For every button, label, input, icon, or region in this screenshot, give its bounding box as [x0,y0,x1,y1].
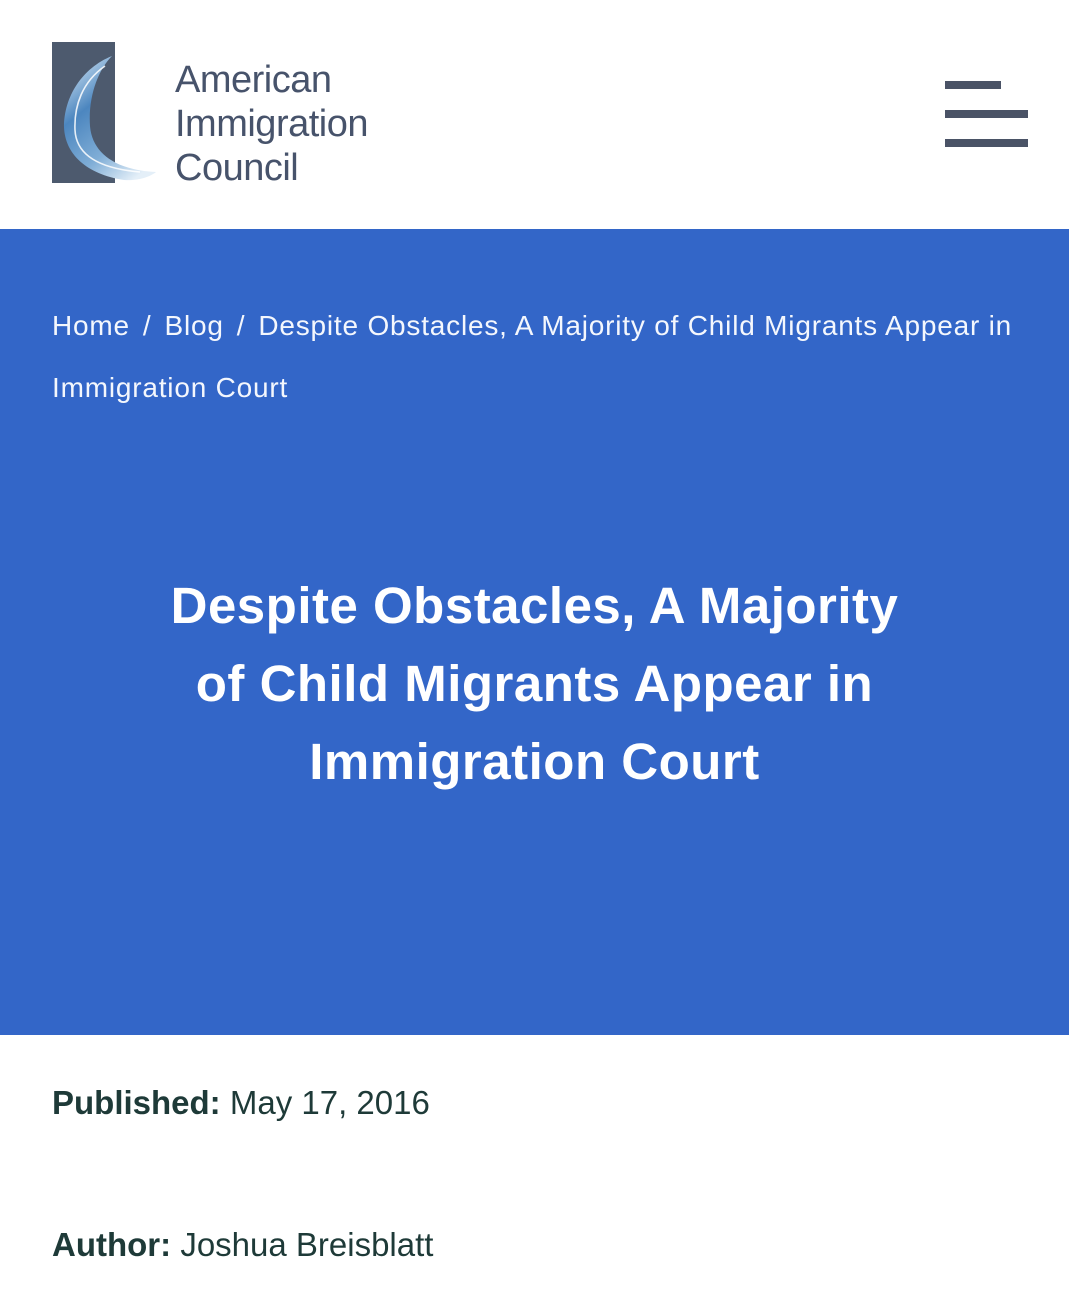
published-label: Published: [52,1084,221,1121]
breadcrumb-separator: / [236,310,246,341]
hamburger-icon [945,110,1028,118]
logo-word-line1: American [175,59,332,101]
breadcrumb-current-page: Despite Obstacles, A Majority of Child Migrants Appear in Immigration Court [52,310,1013,403]
logo-wordmark [175,58,368,190]
menu-button[interactable] [945,81,1028,147]
breadcrumb-link-blog[interactable]: Blog [164,310,224,341]
logo-word-line3: Council [175,147,299,189]
breadcrumb-separator: / [142,310,152,341]
article-meta [0,1035,1069,1297]
site-logo[interactable] [52,42,368,190]
author-row [52,1223,1017,1267]
page-title-line2: of Child Migrants Appear in [195,655,874,712]
page-title-line1: Despite Obstacles, A Majority [170,577,899,634]
page-title [65,567,1005,801]
hamburger-icon [945,139,1028,147]
published-date: May 17, 2016 [229,1084,430,1121]
author-label: Author: [52,1226,172,1263]
published-row [52,1081,1017,1125]
hero-section [0,229,1069,1035]
site-header [0,0,1069,229]
page-title-line3: Immigration Court [309,733,760,790]
logo-swoosh-icon [52,42,158,188]
breadcrumb-link-home[interactable]: Home [52,310,130,341]
logo-word-line2: Immigration [175,103,368,145]
breadcrumb [52,295,1017,419]
hamburger-icon [945,81,1001,89]
author-name: Joshua Breisblatt [180,1226,434,1263]
